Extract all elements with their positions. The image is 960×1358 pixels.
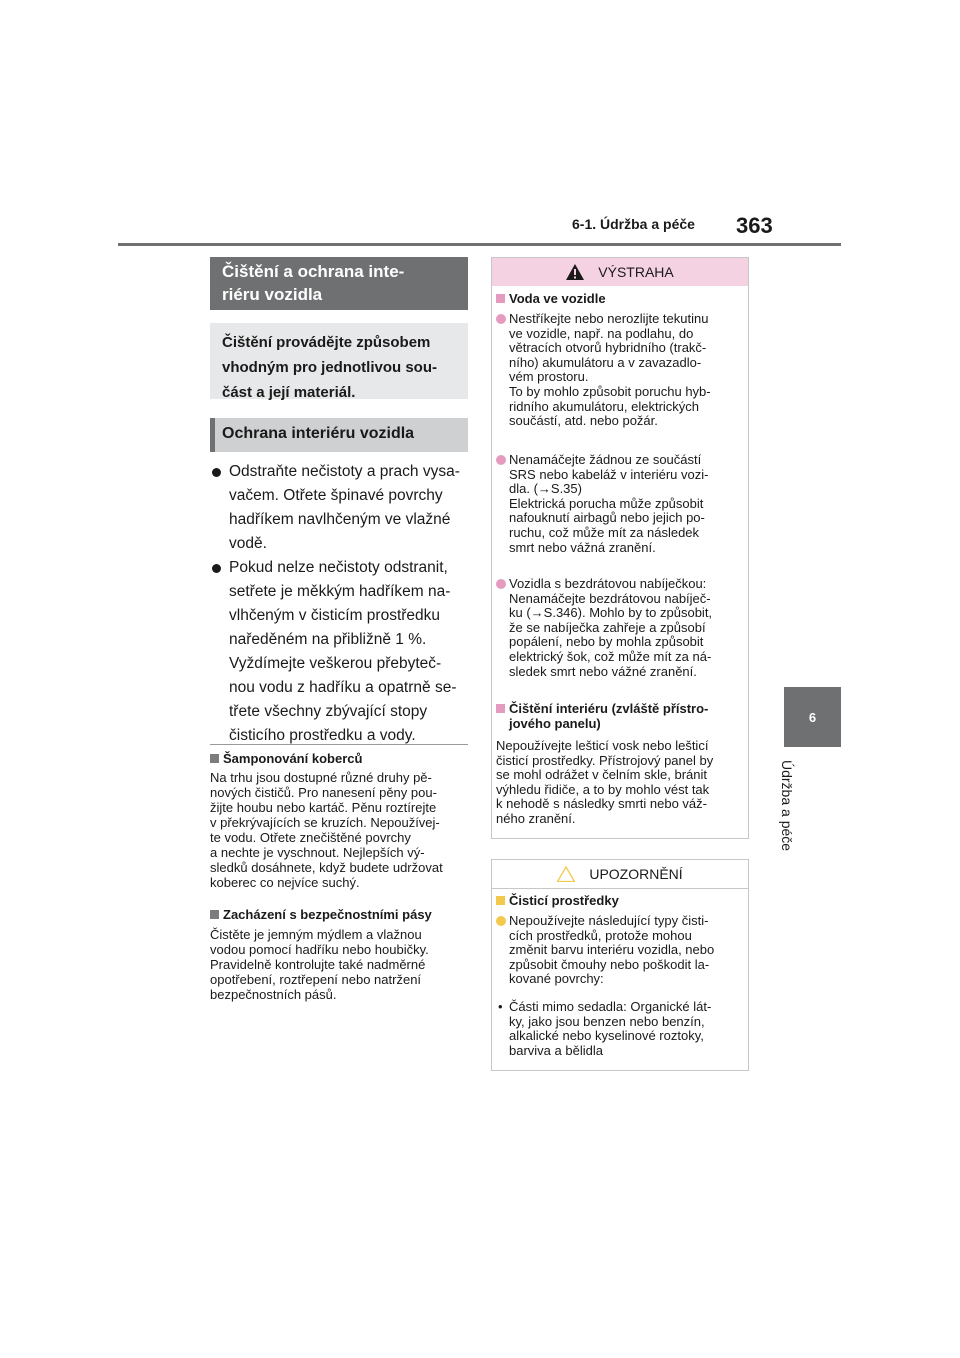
bullet-dot-icon [212,564,221,573]
warning-triangle-icon [566,264,584,280]
subsection-title: Ochrana interiéru vozidla [210,418,468,452]
square-bullet-icon [496,896,505,905]
chapter-number: 6 [808,709,817,725]
circle-bullet-icon [496,455,506,465]
note-body: Na trhu jsou dostupné různé druhy pě- nových čističů. Pro nanesení pěny pou- žijte houbu nebo kartáč. Pěnu roztírejte v překrývajících se kruzích. Nepoužívej- te vodu. Otřete znečištěné povrchy a nechte je vyschnout. Nejlepších vý- sledků dosáhnete, když budete udržovat koberec co nejvíce suchý. [210,770,443,890]
circle-bullet-icon [496,314,506,324]
intro-text: Čištění provádějte způsobem vhodným pro jednotlivou sou- část a její materiál. [210,323,468,399]
warning-paragraph: Nepoužívejte lešticí vosk nebo lešticí čisticí prostředky. Přístrojový panel by se mohl odrážet v čelním skle, bránit výhledu řidiče, a to by mohlo vést tak k nehodě s následky smrti nebo váž- ného zranění. [496,738,714,826]
caution-heading: Čisticí prostředky [496,894,742,909]
warning-item: Nestříkejte nebo nerozlijte tekutinu ve vozidle, např. na podlahu, do větracích otvorů hybridního (trakč- ního) akumulátoru a v zavazadlo- vém prostoru. To by mohlo způsobit poruchu hyb- ridního akumulátoru, elektrických součástí, atd. nebo požár. [496,312,742,429]
caution-bullet-item: • Části mimo sedadla: Organické lát- ky, jako jsou benzen nebo benzín, alkalické nebo kyselinové roztoky, barviva a bělidla [498,999,712,1058]
warning-header [492,258,748,286]
note-body: Čistěte je jemným mýdlem a vlažnou vodou pomocí hadříku nebo houbičky. Pravidelně kontrolujte také nadměrné opotřebení, roztřepení nebo natržení bezpečnostních pásů. [210,927,429,1002]
warning-heading: Čištění interiéru (zvláště přístro- jového panelu) [496,702,742,731]
bullet-item [212,556,470,748]
square-bullet-icon [210,754,219,763]
caution-title: UPOZORNĚNÍ [589,866,683,882]
header-rule [118,243,841,246]
note-title: Šamponování koberců [210,751,468,766]
circle-bullet-icon [496,579,506,589]
warning-item: Nenamáčejte žádnou ze součástí SRS nebo kabeláž v interiéru vozi- dla. (→S.35) Elektrická porucha může způsobit nafouknutí airbagů nebo jejich po- ruchu, což může mít za následek smrt nebo vážná zranění. [496,453,742,555]
bullet-item [212,460,470,556]
square-bullet-icon [496,704,505,713]
warning-title: VÝSTRAHA [598,264,674,280]
square-bullet-icon [496,294,505,303]
divider [210,744,468,745]
chapter-tab-label-wrap [765,760,825,860]
note-title: Zacházení s bezpečnostními pásy [210,907,468,922]
caution-header [492,860,748,889]
caution-item: Nepoužívejte následující typy čisti- cích prostředků, protože mohou změnit barvu interiéru vozidla, nebo způsobit čmouhy nebo poškodit la- kované povrchy: [496,914,742,987]
caution-triangle-icon [557,866,575,882]
circle-bullet-icon [496,916,506,926]
bullet-symbol: • [498,999,503,1014]
section-title: Čištění a ochrana inte- riéru vozidla [210,257,468,310]
bullet-dot-icon [212,468,221,477]
page-number: 363 [736,213,773,238]
warning-heading: Voda ve vozidle [496,292,742,307]
chapter-tab[interactable] [784,687,841,747]
section-header: 6-1. Údržba a péče [572,216,695,232]
bullet-text: Pokud nelze nečistoty odstranit, setřete je měkkým hadříkem na- vlhčeným v čisticím prostředku naředěném na přibližně 1 %. Vyždímejte veškerou přebyteč- nou vodu z hadříku a opatrně se- třete všechny zbývající stopy čisticího prostředku a vody. [229,559,457,744]
warning-item: Vozidla s bezdrátovou nabíječkou: Nenamáčejte bezdrátovou nabíječ- ku (→S.346). Mohlo by to způsobit, že se nabíječka zahřeje a způsobí popálení, nebo by mohla způsobit elektrický šok, což může mít za ná- sledek smrt nebo vážné zranění. [496,577,742,679]
square-bullet-icon [210,910,219,919]
chapter-tab-label: Údržba a péče [779,760,795,852]
bullet-text: Odstraňte nečistoty a prach vysa- vačem. Otřete špinavé povrchy hadříkem navlhčeným ve vlažné vodě. [229,463,460,552]
